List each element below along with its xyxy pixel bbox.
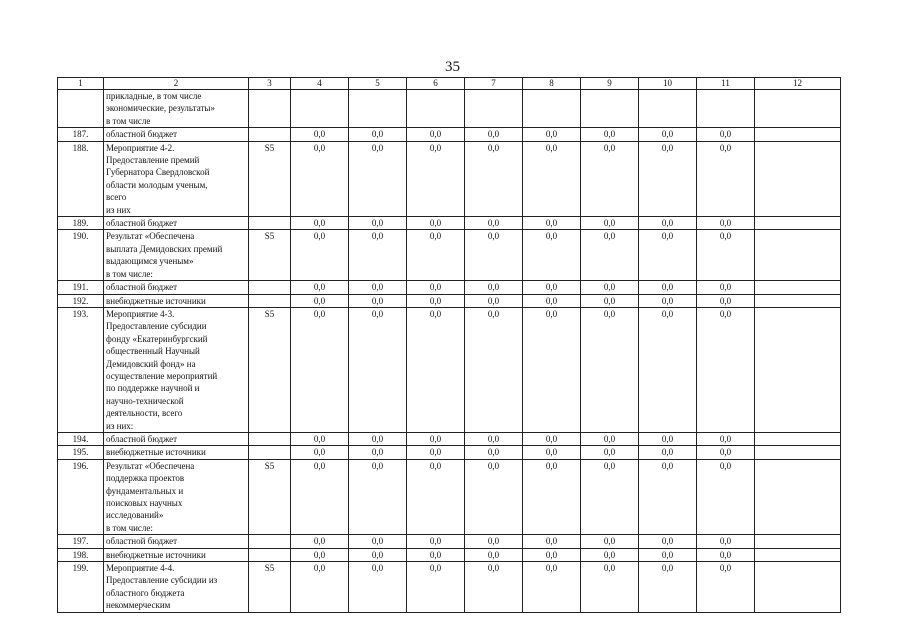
- row-value: 0,0: [465, 307, 523, 432]
- row-value: 0,0: [465, 548, 523, 561]
- row-value: 0,0: [639, 294, 697, 307]
- column-header: 5: [349, 78, 407, 90]
- row-code: S5: [249, 562, 291, 613]
- row-value: 0,0: [697, 548, 755, 561]
- row-value: 0,0: [639, 535, 697, 548]
- row-value: 0,0: [465, 446, 523, 459]
- row-number: 198.: [58, 548, 104, 561]
- row-name: прикладные, в том числе экономические, результаты» в том числе: [104, 90, 249, 128]
- row-code: [249, 535, 291, 548]
- row-value: 0,0: [581, 548, 639, 561]
- row-value: 0,0: [523, 562, 581, 613]
- row-value: 0,0: [349, 535, 407, 548]
- row-value: 0,0: [349, 307, 407, 432]
- row-value: 0,0: [697, 294, 755, 307]
- row-number: 193.: [58, 307, 104, 432]
- row-value: 0,0: [465, 128, 523, 141]
- row-number: 188.: [58, 141, 104, 216]
- row-name: областной бюджет: [104, 217, 249, 230]
- row-value: 0,0: [581, 562, 639, 613]
- row-name: областной бюджет: [104, 535, 249, 548]
- row-value: 0,0: [465, 217, 523, 230]
- row-value: 0,0: [523, 432, 581, 445]
- row-value: 0,0: [639, 432, 697, 445]
- row-value: 0,0: [523, 459, 581, 534]
- row-name: Результат «Обеспечена поддержка проектов фундаментальных и поисковых научных исследований» в том числе:: [104, 459, 249, 534]
- row-value: 0,0: [407, 535, 465, 548]
- row-number: 199.: [58, 562, 104, 613]
- row-value: 0,0: [639, 217, 697, 230]
- row-value: 0,0: [407, 446, 465, 459]
- row-code: S5: [249, 459, 291, 534]
- row-value: 0,0: [581, 535, 639, 548]
- row-value: 0,0: [407, 307, 465, 432]
- row-value: 0,0: [349, 281, 407, 294]
- row-code: [249, 90, 291, 128]
- row-name: областной бюджет: [104, 281, 249, 294]
- row-value: 0,0: [407, 548, 465, 561]
- row-value: 0,0: [349, 217, 407, 230]
- row-value: 0,0: [581, 217, 639, 230]
- row-value: 0,0: [639, 230, 697, 281]
- column-header: 9: [581, 78, 639, 90]
- row-value: 0,0: [349, 141, 407, 216]
- row-value: 0,0: [465, 562, 523, 613]
- column-header: 10: [639, 78, 697, 90]
- row-value: 0,0: [697, 432, 755, 445]
- row-code: [249, 548, 291, 561]
- row-value: 0,0: [697, 230, 755, 281]
- row-value: 0,0: [349, 128, 407, 141]
- row-note: [755, 432, 841, 445]
- row-value: 0,0: [291, 281, 349, 294]
- row-value: 0,0: [291, 128, 349, 141]
- row-number: 192.: [58, 294, 104, 307]
- row-note: [755, 281, 841, 294]
- row-value: 0,0: [523, 535, 581, 548]
- table-row: [58, 294, 841, 307]
- row-value: 0,0: [349, 294, 407, 307]
- row-name: внебюджетные источники: [104, 294, 249, 307]
- row-value: 0,0: [407, 459, 465, 534]
- row-name: Мероприятие 4-3. Предоставление субсидии фонду «Екатеринбургский общественный Научный Демидовский фонд» на осуществление мероприятий по поддержке научной и научно-технической деятельности, всего из них:: [104, 307, 249, 432]
- row-note: [755, 294, 841, 307]
- table-row: [58, 230, 841, 281]
- row-value: 0,0: [523, 548, 581, 561]
- row-value: 0,0: [581, 307, 639, 432]
- row-value: 0,0: [291, 217, 349, 230]
- table-row: [58, 562, 841, 613]
- table-header-row: [58, 78, 841, 90]
- row-note: [755, 535, 841, 548]
- row-number: 189.: [58, 217, 104, 230]
- row-number: 197.: [58, 535, 104, 548]
- row-name: внебюджетные источники: [104, 548, 249, 561]
- table-row: [58, 548, 841, 561]
- table-row: [58, 141, 841, 216]
- table-row: [58, 128, 841, 141]
- row-value: 0,0: [581, 230, 639, 281]
- row-value: 0,0: [465, 141, 523, 216]
- row-value: 0,0: [697, 281, 755, 294]
- row-note: [755, 548, 841, 561]
- row-code: [249, 446, 291, 459]
- row-value: 0,0: [523, 141, 581, 216]
- row-value: [465, 90, 523, 128]
- column-header: 1: [58, 78, 104, 90]
- row-value: 0,0: [523, 446, 581, 459]
- row-note: [755, 217, 841, 230]
- row-value: 0,0: [581, 459, 639, 534]
- row-note: [755, 459, 841, 534]
- row-value: 0,0: [639, 307, 697, 432]
- row-value: [349, 90, 407, 128]
- page-number: 35: [445, 59, 460, 75]
- column-header: 4: [291, 78, 349, 90]
- row-value: 0,0: [639, 446, 697, 459]
- table-row: [58, 446, 841, 459]
- table-row: [58, 217, 841, 230]
- row-value: 0,0: [697, 562, 755, 613]
- table-row: [58, 90, 841, 128]
- row-value: 0,0: [291, 459, 349, 534]
- row-value: 0,0: [465, 281, 523, 294]
- row-value: 0,0: [465, 459, 523, 534]
- row-value: [581, 90, 639, 128]
- row-number: 187.: [58, 128, 104, 141]
- row-value: 0,0: [407, 217, 465, 230]
- column-header: 12: [755, 78, 841, 90]
- row-number: 191.: [58, 281, 104, 294]
- column-header: 3: [249, 78, 291, 90]
- row-value: 0,0: [349, 230, 407, 281]
- row-name: Результат «Обеспечена выплата Демидовских премий выдающимся ученым» в том числе:: [104, 230, 249, 281]
- row-value: 0,0: [523, 307, 581, 432]
- row-value: 0,0: [349, 548, 407, 561]
- row-value: 0,0: [291, 535, 349, 548]
- table-row: [58, 459, 841, 534]
- row-note: [755, 307, 841, 432]
- row-value: 0,0: [465, 230, 523, 281]
- table-row: [58, 307, 841, 432]
- table-body: [58, 90, 841, 613]
- row-value: 0,0: [349, 446, 407, 459]
- row-value: 0,0: [581, 294, 639, 307]
- row-note: [755, 141, 841, 216]
- row-value: [639, 90, 697, 128]
- row-note: [755, 562, 841, 613]
- table-row: [58, 281, 841, 294]
- row-value: 0,0: [407, 432, 465, 445]
- row-code: [249, 217, 291, 230]
- row-value: 0,0: [639, 281, 697, 294]
- table-row: [58, 535, 841, 548]
- row-value: 0,0: [697, 217, 755, 230]
- row-value: 0,0: [349, 432, 407, 445]
- column-header: 6: [407, 78, 465, 90]
- row-name: областной бюджет: [104, 128, 249, 141]
- row-value: 0,0: [639, 459, 697, 534]
- column-header: 7: [465, 78, 523, 90]
- row-value: 0,0: [291, 230, 349, 281]
- row-name: Мероприятие 4-2. Предоставление премий Губернатора Свердловской области молодым ученым, всего из них: [104, 141, 249, 216]
- row-value: 0,0: [407, 128, 465, 141]
- row-name: областной бюджет: [104, 432, 249, 445]
- row-value: 0,0: [639, 562, 697, 613]
- row-note: [755, 230, 841, 281]
- row-number: 190.: [58, 230, 104, 281]
- row-value: [523, 90, 581, 128]
- row-value: 0,0: [639, 128, 697, 141]
- row-code: [249, 128, 291, 141]
- row-name: Мероприятие 4-4. Предоставление субсидии из областного бюджета некоммерческим: [104, 562, 249, 613]
- row-value: 0,0: [697, 141, 755, 216]
- row-note: [755, 446, 841, 459]
- row-name: внебюджетные источники: [104, 446, 249, 459]
- row-code: S5: [249, 141, 291, 216]
- row-value: 0,0: [697, 446, 755, 459]
- row-value: 0,0: [581, 128, 639, 141]
- row-value: 0,0: [581, 281, 639, 294]
- row-value: 0,0: [407, 562, 465, 613]
- row-number: 195.: [58, 446, 104, 459]
- row-value: 0,0: [349, 459, 407, 534]
- row-value: 0,0: [291, 548, 349, 561]
- row-code: S5: [249, 230, 291, 281]
- row-value: 0,0: [349, 562, 407, 613]
- row-value: 0,0: [291, 432, 349, 445]
- row-value: 0,0: [697, 459, 755, 534]
- row-value: 0,0: [697, 535, 755, 548]
- row-value: 0,0: [407, 141, 465, 216]
- row-value: 0,0: [523, 294, 581, 307]
- row-value: 0,0: [291, 562, 349, 613]
- budget-table: [57, 77, 841, 613]
- row-value: 0,0: [581, 141, 639, 216]
- row-number: 196.: [58, 459, 104, 534]
- row-value: [697, 90, 755, 128]
- row-code: [249, 281, 291, 294]
- row-value: 0,0: [465, 535, 523, 548]
- row-value: 0,0: [581, 432, 639, 445]
- row-value: 0,0: [697, 128, 755, 141]
- row-value: 0,0: [407, 294, 465, 307]
- row-number: [58, 90, 104, 128]
- row-value: 0,0: [465, 432, 523, 445]
- row-code: [249, 294, 291, 307]
- column-header: 2: [104, 78, 249, 90]
- row-value: 0,0: [581, 446, 639, 459]
- column-header: 8: [523, 78, 581, 90]
- row-value: 0,0: [291, 141, 349, 216]
- row-value: [407, 90, 465, 128]
- row-value: 0,0: [407, 281, 465, 294]
- row-value: 0,0: [291, 307, 349, 432]
- row-code: [249, 432, 291, 445]
- row-value: 0,0: [639, 548, 697, 561]
- row-value: 0,0: [291, 294, 349, 307]
- table-row: [58, 432, 841, 445]
- row-value: [291, 90, 349, 128]
- row-value: 0,0: [465, 294, 523, 307]
- row-value: 0,0: [523, 128, 581, 141]
- row-value: 0,0: [523, 281, 581, 294]
- row-value: 0,0: [523, 217, 581, 230]
- row-value: 0,0: [291, 446, 349, 459]
- row-value: 0,0: [407, 230, 465, 281]
- row-value: 0,0: [697, 307, 755, 432]
- row-note: [755, 128, 841, 141]
- column-header: 11: [697, 78, 755, 90]
- row-value: 0,0: [639, 141, 697, 216]
- row-number: 194.: [58, 432, 104, 445]
- row-note: [755, 90, 841, 128]
- row-value: 0,0: [523, 230, 581, 281]
- row-code: S5: [249, 307, 291, 432]
